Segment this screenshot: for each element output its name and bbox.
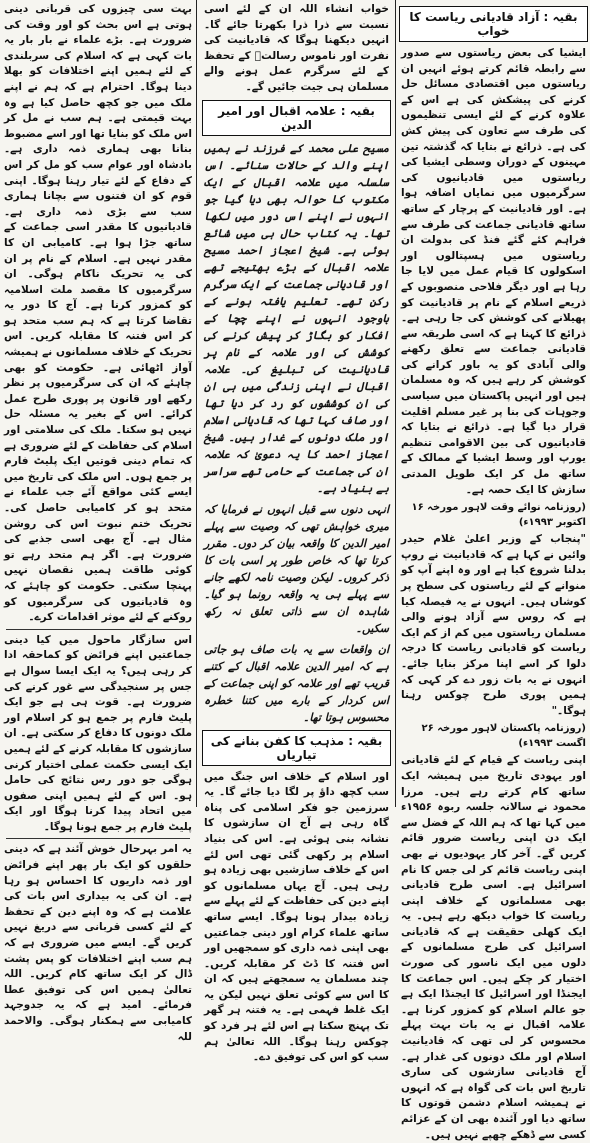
column-right [397, 0, 590, 1141]
article-paragraph: اپنی ریاست کے قیام کے لئے قادیانی اور یہودی تاریخ میں ہمیشہ ایک ساتھ کام کرتے رہے ہیں۔ مرزا محمود نے سالانہ جلسہ ربوہ ۱۹۵۶ء میں کہا تھا کہ ہم اللہ کے فضل سے ایک دن اپنی ریاست ضرور قائم کریں گے۔ آخر کار یہودیوں نے بھی اپنی ریاست قائم کر لی جس کا نام اسرائیل ہے۔ اسی طرح قادیانی بھی مسلمانوں کے خلاف اپنی ریاست کا خواب دیکھ رہے ہیں۔ یہ ایک کھلی حقیقت ہے کہ قادیانی اسرائیل کی طرح مسلمانوں کے دلوں میں ایک ناسور کی صورت اختیار کر چکے ہیں۔ اس جماعت کا ایجنڈا اور اسرائیل کا ایجنڈا ایک ہے جو عالم اسلام کو کمزور کرنا ہے۔ علامہ اقبال نے یہ بات بہت پہلے محسوس کر لی تھی کہ قادیانیت اسلام اور ملک دونوں کی غدار ہے۔ آج قادیانی سازشوں کی ساری تاریخ اس بات کی گواہ ہے کہ انہوں نے ہمیشہ اسلام دشمن قوتوں کا ساتھ دیا اور آئندہ بھی ان کے عزائم کسی سے ڈھکے چھپے نہیں ہیں۔ [401, 754, 586, 1141]
column-left [0, 0, 196, 1043]
article-paragraph: ایشیا کی بعض ریاستوں سے صدور سے رابطہ قائم کرتے ہوئے انہیں ان ریاستوں میں اقتصادی مسائل حل کرنے کی پیشکش کی ہے اس کے علاوہ کرنے کے لئے ایسی تنظیموں کی طرف سے تعاون کی پیش کش کی ہے۔ ذرائع نے بتایا کہ گذشتہ تین مہینوں کے دوران وسطی ایشیا کی ریاستوں میں قادیانیوں کی سرگرمیوں میں نمایاں اضافہ ہوا ہے۔ اور قادیانیت کے پرچار کے ساتھ ساتھ قادیانی جماعت کی طرف سے فراہم کئے گئے فنڈ کی بدولت ان ریاستوں میں ہسپتالوں اور اسکولوں کا قیام عمل میں لایا جا رہا ہے اور دیگر فلاحی منصوبوں کے ذریعے اسلام کے نام پر قادیانیت کو پھیلانے کی کوشش کی جا رہی ہے۔ ذرائع کا کہنا ہے کہ اسی طریقہ سے قادیانی جماعت سے تعلق رکھنے والی آبادی کو یہ باور کرانے کی کوشش کر رہے ہیں کہ وہ مسلمان ہیں اور انہیں پاکستان میں سیاسی وجوہات کی بنا پر غیر مسلم اقلیت قرار دیا گیا ہے۔ ذرائع نے بتایا کہ قادیانیوں کی بین الاقوامی تنظیم یورپ اور وسط ایشیا کے ممالک کے ساتھ مل کر ایک طویل المدتی سازش کا ایک حصہ ہے۔ [401, 47, 586, 496]
source-dateline: (روزنامہ نوائے وقت لاہور مورخہ ۱۶ اکتوبر ۱۹۹۳ء) [411, 502, 586, 529]
column-divider [196, 0, 197, 807]
article-paragraph: اور اسلام کے خلاف اس جنگ میں سب کچھ داؤ پر لگا دیا جائے گا۔ یہ سرزمین جو فکر اسلامی کی پناہ گاہ رہی ہے آج ان سازشوں کا نشانہ بنی ہوئی ہے۔ اس کی بنیاد اسلام پر رکھی گئی تھی اس لئے اس کے خلاف سازشیں بھی زیادہ ہو رہی ہیں۔ آج یہاں مسلمانوں کو اپنے دین کی حفاظت کے لئے پہلے سے زیادہ بیدار ہونا ہوگا۔ ایسے ساتھ ساتھ علماء کرام اور دینی جماعتیں بھی اپنی ذمہ داری کو سمجھیں اور اس فتنہ کا ڈٹ کر مقابلہ کریں۔ چند مسلمان یہ سمجھتے ہیں کہ ان کا اس سے کوئی تعلق نہیں لیکن یہ ایک غلط فہمی ہے۔ یہ فتنہ ہر گھر تک پہنچ سکتا ہے اس لئے ہر فرد کو چوکس رہنا ہوگا۔ اللہ تعالیٰ ہم سب کو اس کی توفیق دے۔ [204, 770, 389, 1064]
source-dateline: (روزنامہ پاکستان لاہور مورخہ ۲۶ اگست ۱۹۹۳ء) [421, 723, 586, 750]
section-heading-iqbal-amiruddin: بقیہ : علامہ اقبال اور امیر الدین [202, 100, 391, 136]
column-middle [200, 0, 393, 1064]
article-paragraph: بہت سی چیزوں کی قربانی دینی ہوتی ہے اس بحث کو اور وقت کی ضرورت ہے۔ بڑے علماء نے بار بار یہ بات کہی ہے کہ اسلام کی سربلندی کے لئے ہمیں اپنے اختلافات کو بھلا دینا ہوگا۔ احترام ہے کہ ہم نے اپنے ملک میں جو کچھ حاصل کیا ہے وہ بہت قیمتی ہے۔ ہم سب نے مل کر اس ملک کو بنایا تھا اور اسے مضبوط بنانا بھی ہماری ذمہ داری ہے۔ بادشاہ اور عوام سب کو مل کر اس کے دفاع کے لئے تیار رہنا ہوگا۔ اپنی قوم کو ان فتنوں سے بچانا ہماری سب سے بڑی ذمہ داری ہے۔ قادیانیوں کا مقدر اسی جماعت کے ساتھ جڑا ہوا ہے۔ کامیابی ان کا مقدر نہیں ہے۔ اسلام کے نام پر ان کی یہ تحریک ناکام ہوگی۔ ان سرگرمیوں کا مقصد ملت اسلامیہ کو کمزور کرنا ہے۔ آج کا دور یہ تقاضا کرتا ہے کہ ہم سب متحد ہو کر اس فتنہ کا مقابلہ کریں۔ اس تحریک کے خلاف مسلمانوں نے ہمیشہ آواز اٹھائی ہے۔ حکومت کو بھی چاہئے کہ ان کی سرگرمیوں پر نظر رکھے اور قانون پر پوری طرح عمل کرائے۔ اس کے بغیر یہ مسئلہ حل نہیں ہو سکتا۔ ملک کی سلامتی اور اسلام کی حفاظت کے لئے ضروری ہے کہ تمام دینی قوتیں ایک پلیٹ فارم پر جمع ہوں۔ اس ملک کی تاریخ میں ایسے کئی مواقع آئے جب علماء نے متحد ہو کر کامیابی حاصل کی۔ تحریک ختم نبوت اس کی روشن مثال ہے۔ آج بھی اسی جذبے کی ضرورت ہے۔ اگر ہم متحد رہے تو کوئی طاقت ہمیں نقصان نہیں پہنچا سکتی۔ حکومت کو چاہئے کہ وہ قادیانیوں کی سرگرمیوں کو روکنے کے لئے موثر اقدامات کرے۔ [4, 3, 192, 624]
article-paragraph: "پنجاب کے وزیر اعلیٰ غلام حیدر وائیں نے کہا ہے کہ قادیانیت نے روپ بدلنا شروع کیا ہے اور وہ اپنے آپ کو منوانے کے لئے ریاستوں کی سطح پر کوشاں ہیں۔ انہوں نے یہ فیصلہ کیا ہے کہ روس سے آزاد ہونے والی مسلمان ریاستوں میں کم از کم ایک ریاست کو قادیانی ریاست کا درجہ دلوا کر اسے اپنا مرکز بنایا جائے۔ انہوں نے یہ بات زور دے کر کہی کہ ہمیں پوری طرح چوکس رہنا ہوگا۔" [401, 533, 586, 717]
section-heading-mazhab-kafan: بقیہ : مذہب کا کفن بنانے کی تیاریاں [202, 730, 391, 766]
article-paragraph: اس سازگار ماحول میں کیا دینی جماعتیں اپنے فرائض کو کماحقہ ادا کر رہی ہیں؟ یہ ایک ایسا سوال ہے جس پر سنجیدگی سے غور کرنے کی ضرورت ہے۔ قوت ہی ہے جو ایک پلیٹ فارم پر جمع ہو کر اسلام اور ملک دونوں کا دفاع کر سکتی ہے۔ ان سازشوں کا مقابلہ کرنے کے لئے ہمیں ایک ایسی حکمت عملی اختیار کرنی ہوگی جو دور رس نتائج کی حامل ہو۔ اس کے لئے ہمیں اپنی صفوں میں اتحاد پیدا کرنا ہوگا اور ایک پلیٹ فارم پر جمع ہونا ہوگا۔ [4, 633, 192, 833]
section-heading-azad-riyasat: بقیہ : آزاد قادیانی ریاست کا خواب [399, 6, 588, 42]
article-paragraph: مسیح علی محمد کے فرزند نے ہمیں اپنے والد کے حالات سنائے۔ اس سلسلہ میں علامہ اقبال کے ایک مکتوب کا حوالہ بھی دیا گیا جو انہوں نے اپنے اس دور میں لکھا تھا۔ یہ کتاب حال ہی میں شائع ہوئی ہے۔ شیخ اعجاز احمد مسیح علامہ اقبال کے بڑے بھتیجے تھے اور قادیانی جماعت کے ایک سرگرم رکن تھے۔ تعلیم یافتہ ہونے کے باوجود انہوں نے اپنے چچا کے افکار کو بگاڑ کر پیش کرنے کی کوشش کی اور علامہ کے نام پر قادیانیت کی تبلیغ کی۔ علامہ اقبال نے اپنی زندگی میں ہی ان کی ان کوششوں کو رد کر دیا تھا اور صاف کہا تھا کہ قادیانی اسلام اور ملک دونوں کے غدار ہیں۔ شیخ اعجاز احمد کا یہ دعویٰ کہ علامہ ان کی جماعت کے حامی تھے سراسر بے بنیاد ہے۔ [204, 141, 389, 495]
article-paragraph: انہی دنوں سے قبل انہوں نے فرمایا کہ میری خواہش تھی کہ وصیت سے پہلے امیر الدین کا واقعہ بیان کر دوں۔ مقرر کرتا تھا کہ خاص طور پر اسی بات کا ذکر کروں۔ لیکن وصیت نامہ لکھے جانے سے پہلے ہی یہ واقعہ رونما ہو گیا۔ شاہدہ ان سے ذاتی تعلق نہ رکھ سکیں۔ [204, 502, 389, 635]
article-paragraph: ان واقعات سے یہ بات صاف ہو جاتی ہے کہ امیر الدین علامہ اقبال کے کتنے قریب تھے اور علامہ کو اپنی جماعت کے اس کردار کے بارے میں کتنا خطرہ محسوس ہوتا تھا۔ [204, 642, 389, 724]
separator-line [6, 838, 190, 839]
column-divider [395, 0, 396, 807]
separator-line [6, 629, 190, 630]
article-paragraph: خواب انشاء اللہ ان کے لئے اسی نسبت سے ذرا ذرا بکھرتا جائے گا۔ انہیں دیکھنا ہوگا کہ قادیانیت کی نفرت اور ناموس رسالتؐ کے تحفظ کے لئے سرگرم عمل ہونے والے مسلمان ہی جیت جائیں گے۔ [204, 3, 389, 93]
article-paragraph: یہ امر بہرحال خوش آئند ہے کہ دینی حلقوں کو ایک بار پھر اپنے فرائض اور ذمہ داریوں کا احساس ہو رہا ہے۔ ان کی یہ بیداری اس بات کی علامت ہے کہ وہ اپنے دین کے تحفظ کے لئے کسی قربانی سے دریغ نہیں کریں گے۔ ایسے میں ضروری ہے کہ ہم سب اپنے اختلافات کو پس پشت ڈال کر ایک ساتھ کام کریں۔ اللہ تعالیٰ ہمیں اس کی توفیق عطا فرمائے۔ امید ہے کہ یہ جدوجہد کامیابی سے ہمکنار ہوگی۔ والاحمد للہ [4, 843, 192, 1043]
